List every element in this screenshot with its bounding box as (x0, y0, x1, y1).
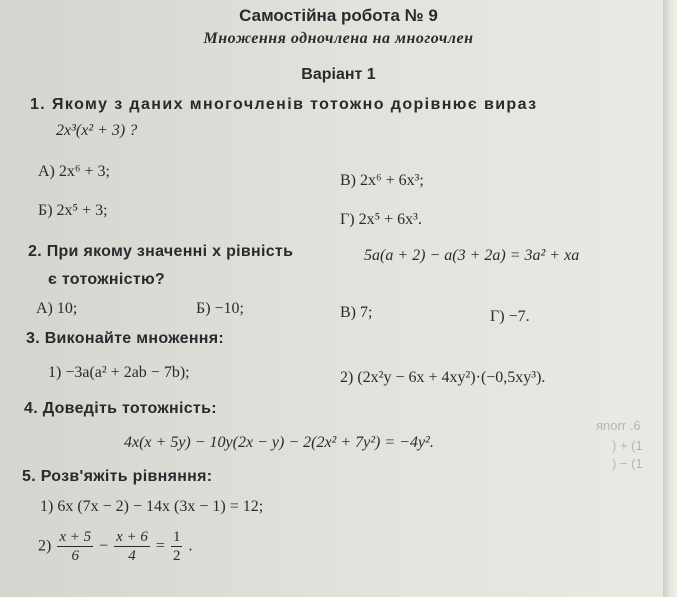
equals-sign: = (155, 537, 165, 555)
task1-option-v: В) 2x⁶ + 6x³; (340, 172, 424, 189)
task5-eq2-label: 2) (38, 537, 52, 555)
fraction-3 (171, 528, 183, 565)
task4-identity: 4x(x + 5y) − 10y(2x − y) − 2(2x² + 7y²) = −4y². (124, 434, 434, 451)
task2-option-a: А) 10; (36, 300, 78, 317)
worksheet-subtitle: Множення одночлена на многочлен (203, 30, 474, 47)
task5-equation1: 1) 6x (7x − 2) − 14x (3x − 1) = 12; (40, 498, 264, 515)
fraction-2 (114, 528, 150, 565)
fraction-1-numerator: x + 5 (59, 529, 92, 545)
task2-question-cont: є тотожністю? (48, 271, 165, 288)
task2-option-g: Г) −7. (490, 308, 530, 325)
bleed-through-2: ) + (1 (612, 438, 643, 453)
task3-part2: 2) (2x²y − 6x + 4xy²)·(−0,5xy³). (340, 369, 546, 386)
fraction-1 (57, 528, 93, 565)
task3-part1: 1) −3a(a² + 2ab − 7b); (48, 364, 190, 381)
task5-question: 5. Розв'яжіть рівняння: (22, 468, 213, 485)
minus-sign: − (99, 537, 109, 555)
task2-option-b: Б) −10; (196, 300, 244, 317)
fraction-1-denominator: 6 (71, 548, 79, 564)
fraction-2-denominator: 4 (128, 548, 136, 564)
variant-heading: Варіант 1 (301, 66, 376, 83)
page-edge (663, 0, 677, 597)
task2-question: 2. При якому значенні x рівність (28, 243, 294, 260)
fraction-3-denominator: 2 (172, 548, 181, 564)
task2-equation: 5a(a + 2) − a(3 + 2a) = 3a² + xa (364, 247, 580, 264)
bleed-through-1: яnorr .6 (596, 418, 641, 433)
bleed-through-3: ) − (1 (612, 456, 643, 471)
task3-question: 3. Виконайте множення: (26, 330, 225, 347)
task4-question: 4. Доведіть тотожність: (24, 400, 217, 417)
worksheet-title: Самостійна робота № 9 (239, 6, 438, 25)
task1-option-a: А) 2x⁶ + 3; (38, 163, 110, 180)
task1-option-g: Г) 2x⁵ + 6x³. (340, 211, 422, 228)
task5-equation2 (38, 528, 192, 565)
fraction-3-numerator: 1 (172, 529, 181, 545)
task2-option-v: В) 7; (340, 304, 373, 321)
period: . (188, 537, 193, 555)
task1-option-b: Б) 2x⁵ + 3; (38, 202, 108, 219)
task1-question: 1. Якому з даних многочленів тотожно дорівнює вираз (30, 96, 538, 113)
fraction-2-numerator: x + 6 (116, 529, 148, 545)
task1-expression: 2x³(x² + 3) ? (56, 122, 138, 139)
